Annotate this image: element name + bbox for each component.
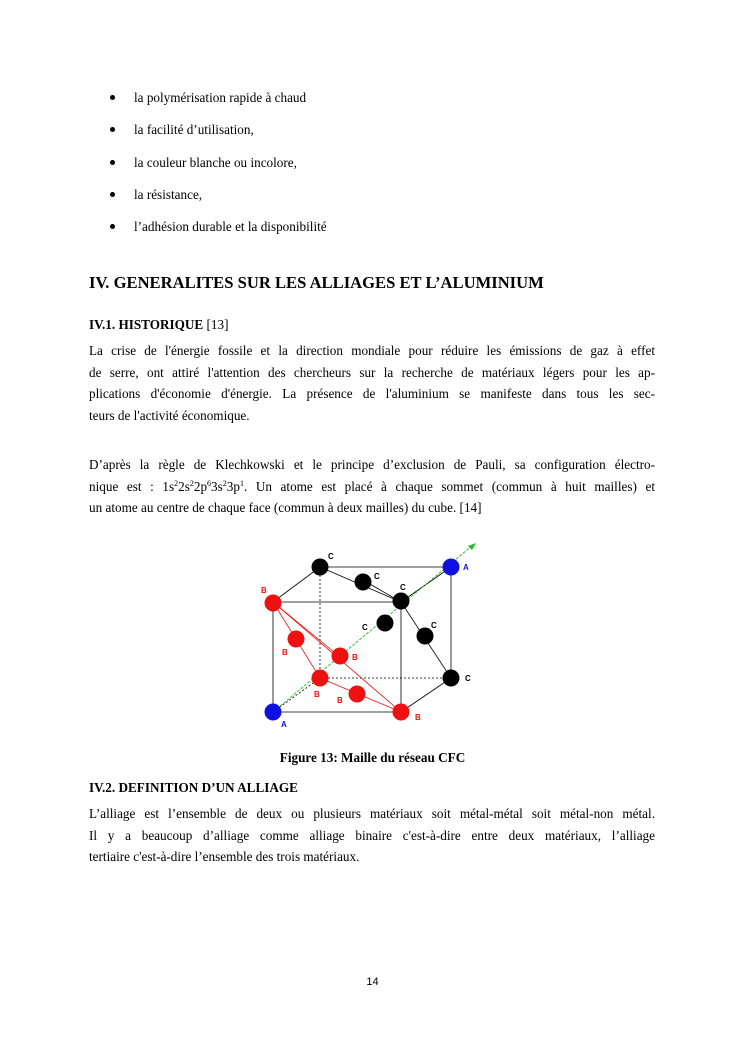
atom-c [377, 615, 394, 632]
label-c: C [465, 674, 471, 683]
label-c: C [374, 572, 380, 581]
label-b: B [314, 690, 320, 699]
atom-c [393, 593, 410, 610]
atom-b [312, 670, 329, 687]
label-b: B [352, 653, 358, 662]
atom-c [443, 670, 460, 687]
label-c: C [431, 621, 437, 630]
electron-configuration-line: nique est : $1s^22s^22p^63s^23p^1$. Un atome est placé à chaque sommet (commun à huit mailles) et [89, 478, 655, 494]
atom-b [288, 631, 305, 648]
label-c: C [362, 623, 368, 632]
bullet-icon [110, 95, 115, 100]
atom-a [265, 704, 282, 721]
label-a: A [281, 720, 287, 729]
historique-paragraph: La crise de l'énergie fossile et la direction mondiale pour réduire les émissions de gaz à effet de serre, ont attiré l'attention des chercheurs sur la recherche de matériaux légers pour les ap- plications d'économie d'énergie. La présence de l'aluminium se manifeste dans tous les sec- teurs de l'activité économique. [89, 343, 655, 423]
label-c: C [328, 552, 334, 561]
atom-a [443, 559, 460, 576]
atom-c [417, 628, 434, 645]
list-item: l’adhésion durable et la disponibilité [108, 216, 327, 248]
definition-paragraph: L’alliage est l’ensemble de deux ou plusieurs matériaux soit métal-métal soit métal-non métal. Il y a beaucoup d’alliage comme alliage binaire c'est-à-dire entre deux matériaux, l’alliage tertiaire c'est-à-dire l’ensemble des trois matériaux. [89, 806, 655, 865]
cfc-lattice-figure [255, 542, 480, 732]
definition-heading: IV.2. DEFINITION D’UN ALLIAGE [89, 780, 298, 795]
atom-b [393, 704, 410, 721]
list-item: la polymérisation rapide à chaud [108, 87, 327, 119]
label-b: B [415, 713, 421, 722]
configuration-paragraph: D’après la règle de Klechkowski et le principe d’exclusion de Pauli, sa configuration électro- nique est : $1s^22s^22p^63s^23p^1$. Un atome est placé à chaque sommet (commun à huit mailles) et un atome au centre de chaque face (commun à deux mailles) du cube. [14] [89, 457, 655, 516]
bullet-icon [110, 160, 115, 165]
list-item: la facilité d’utilisation, [108, 119, 327, 151]
page-number: 14 [366, 976, 379, 988]
label-b: B [261, 586, 267, 595]
bullet-icon [110, 192, 115, 197]
label-b: B [282, 648, 288, 657]
advantages-list [108, 87, 327, 248]
label-a: A [463, 563, 469, 572]
atom-b [349, 686, 366, 703]
atom-c [355, 574, 372, 591]
list-item: la résistance, [108, 184, 327, 216]
atom-c [312, 559, 329, 576]
label-c: C [400, 583, 406, 592]
list-item: la couleur blanche ou incolore, [108, 152, 327, 184]
bullet-icon [110, 127, 115, 132]
historique-heading: IV.1. HISTORIQUE [13] [89, 317, 229, 332]
atom-b [265, 595, 282, 612]
section-title: IV. GENERALITES SUR LES ALLIAGES ET L’ALUMINIUM [89, 273, 544, 292]
bullet-icon [110, 224, 115, 229]
atom-b [332, 648, 349, 665]
figure-caption: Figure 13: Maille du réseau CFC [279, 750, 466, 765]
label-b: B [337, 696, 343, 705]
